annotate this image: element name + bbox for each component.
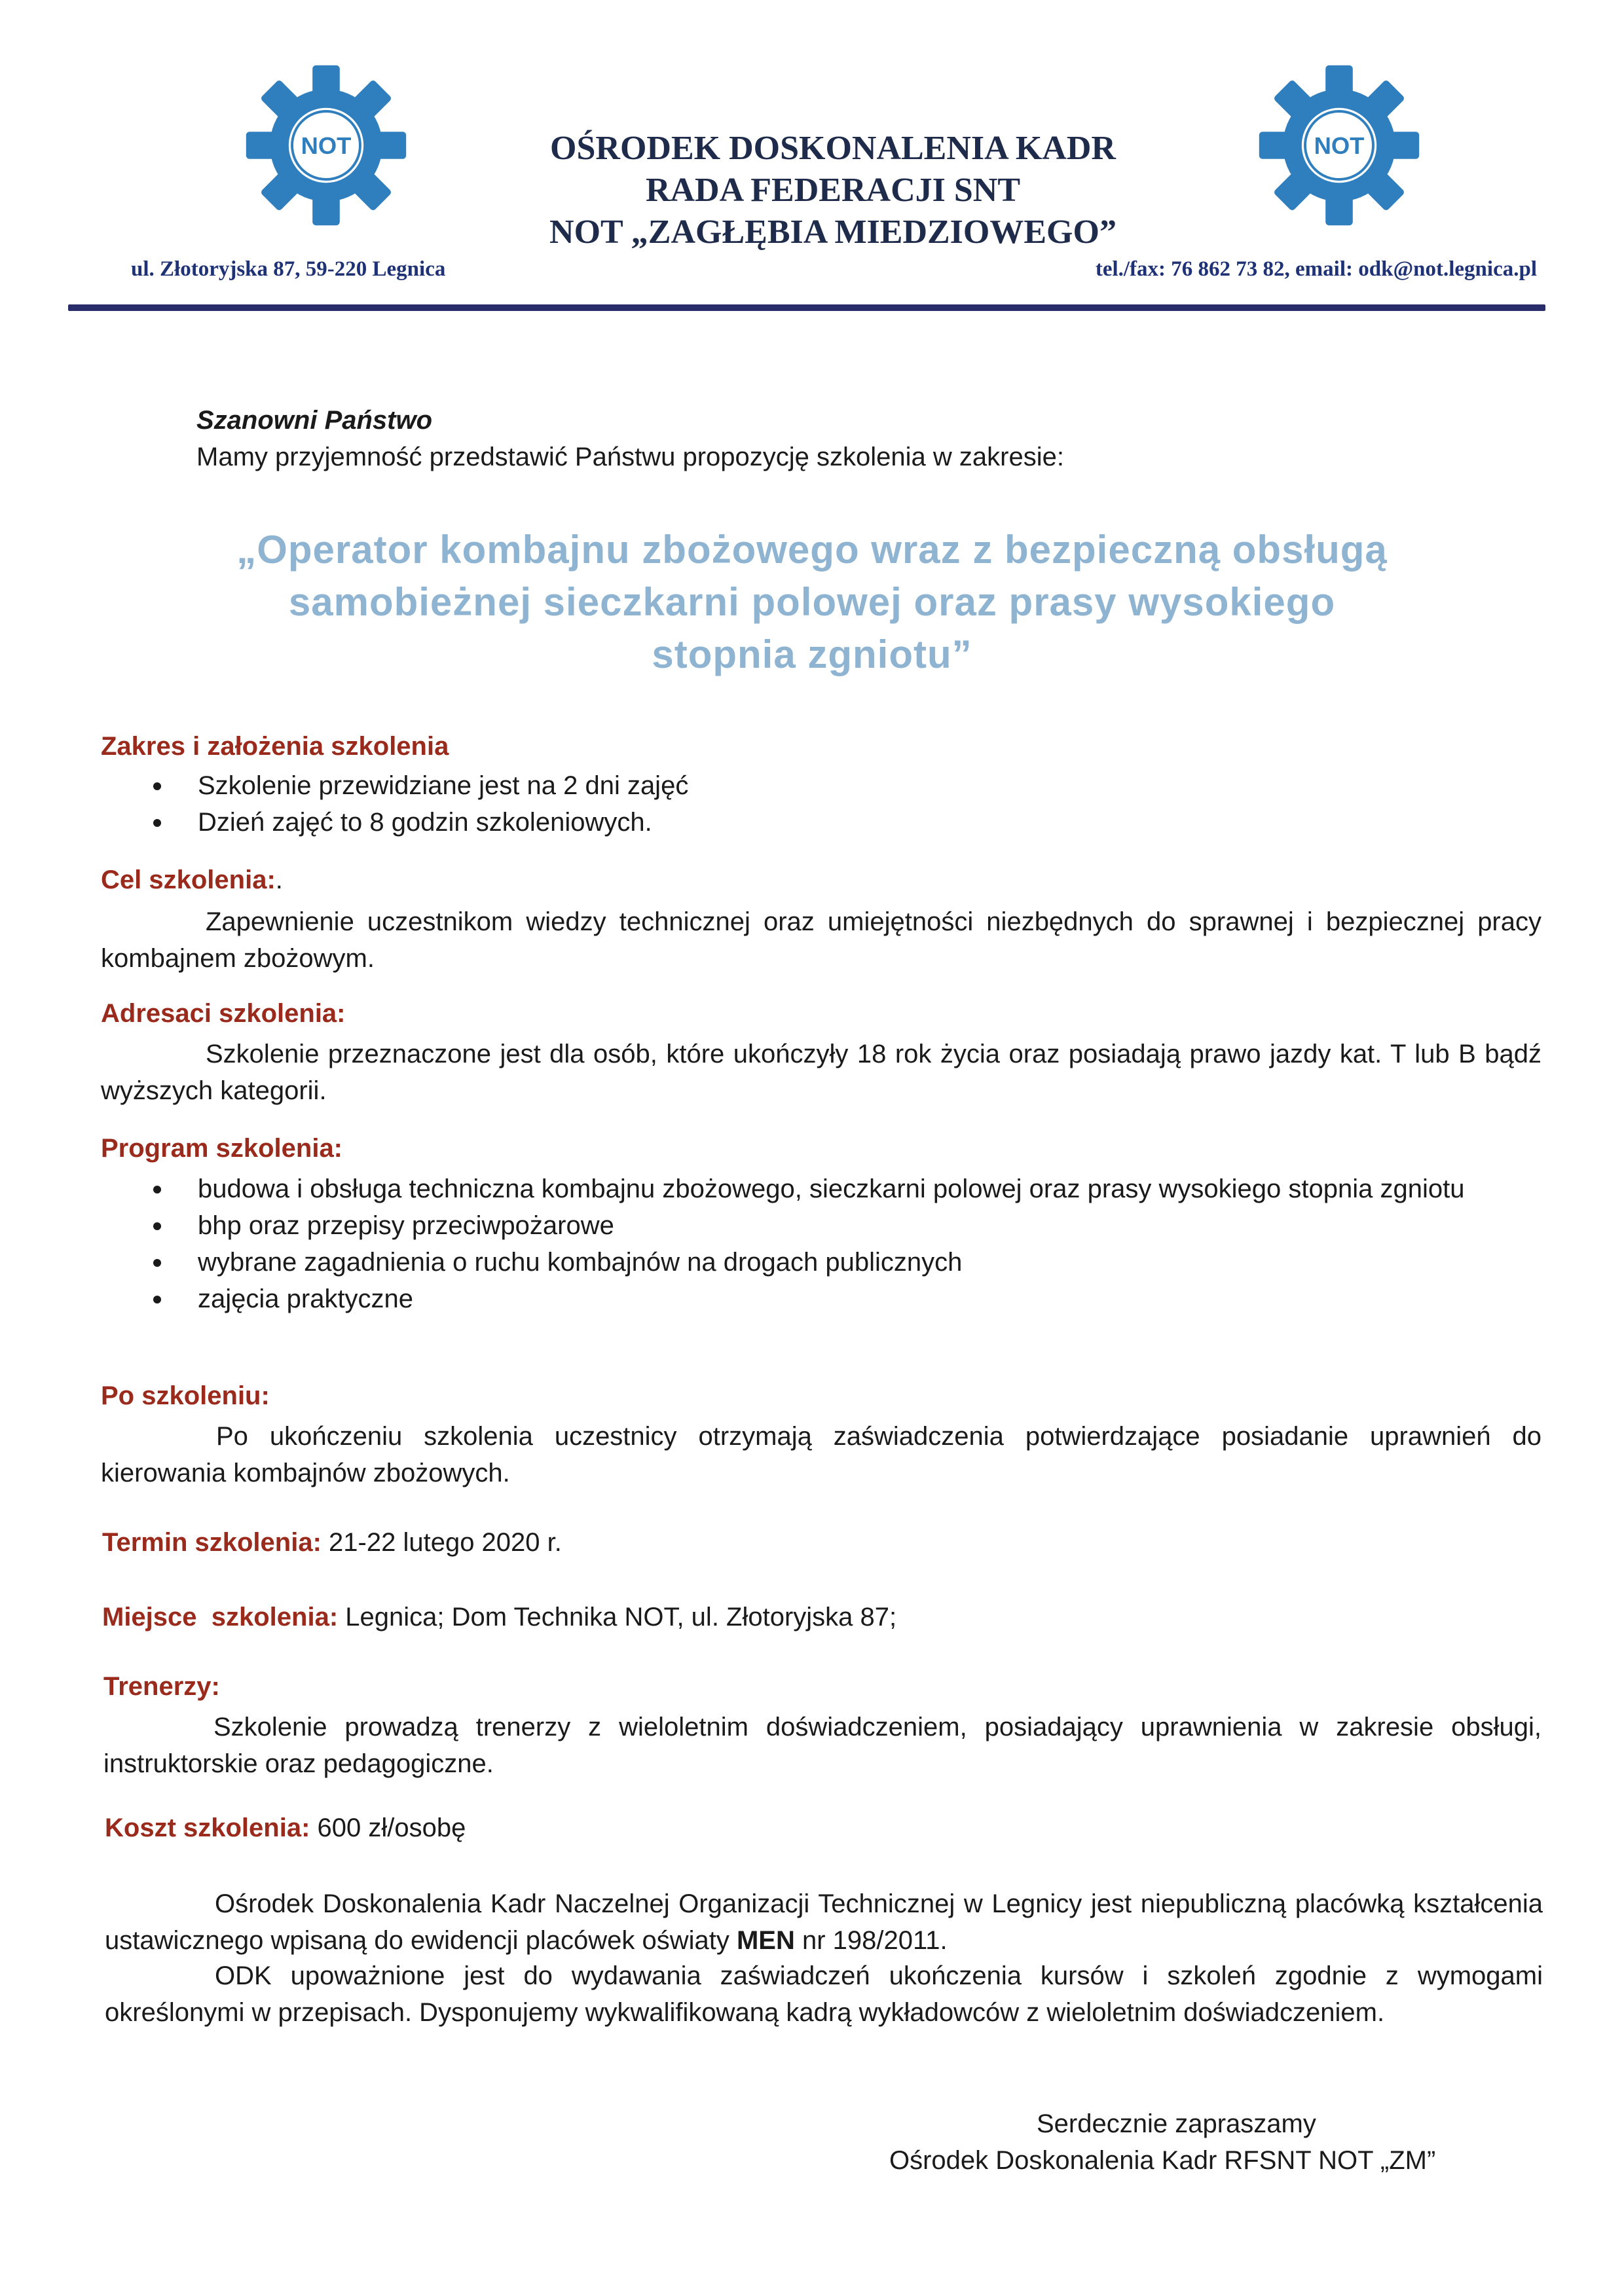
logo-text: NOT [301, 132, 352, 159]
audience-text-body: Szkolenie przeznaczone jest dla osób, które ukończyły 18 rok życia oraz posiadają prawo jazdy kat. T lub B bądź wyższych kategorii. [101, 1040, 1541, 1105]
list-item: zajęcia praktyczne [148, 1281, 1484, 1317]
closing-paragraph-1 [105, 1886, 1543, 1959]
org-title-line: NOT „ZAGŁĘBIA MIEDZIOWEGO” [549, 213, 1116, 251]
cost-value: 600 zł/osobę [317, 1813, 466, 1842]
org-title-line: RADA FEDERACJI SNT [645, 172, 1021, 209]
program-list [148, 1171, 1484, 1317]
section-heading-goal [101, 866, 283, 895]
contact-info: tel./fax: 76 862 73 82, email: odk@not.legnica.pl [1095, 257, 1537, 281]
postal-address: ul. Złotoryjska 87, 59-220 Legnica [131, 257, 446, 281]
organization-title [411, 128, 1255, 253]
list-item: wybrane zagadnienia o ruchu kombajnów na drogach publicznych [148, 1244, 1484, 1281]
location-label: Miejsce szkolenia: [102, 1603, 339, 1631]
closing-p2-text: ODK upoważnione jest do wydawania zaświadczeń ukończenia kursów i szkoleń zgodnie z wymogami określonymi w przepisach. Dysponujemy wykwalifikowaną kadrą wykładowców z wieloletnim doświadczeniem. [105, 1961, 1543, 2027]
trainers-text [103, 1709, 1541, 1782]
list-item: Szkolenie przewidziane jest na 2 dni zajęć [148, 767, 1327, 804]
header-divider [68, 304, 1545, 311]
goal-text [101, 903, 1541, 977]
course-title-line: samobieżnej sieczkarni polowej oraz prasy wysokiego [288, 580, 1336, 624]
after-text-body: Po ukończeniu szkolenia uczestnicy otrzymają zaświadczenia potwierdzające posiadanie uprawnień do kierowania kombajnów zbożowych. [101, 1422, 1541, 1487]
course-title-line: „Operator kombajnu zbożowego wraz z bezpieczną obsługą [236, 528, 1388, 572]
scope-list [148, 767, 1327, 841]
section-heading-scope: Zakres i założenia szkolenia [101, 732, 449, 761]
logo-text: NOT [1314, 132, 1365, 159]
gear-icon [1254, 60, 1424, 230]
gear-icon [241, 60, 411, 230]
section-heading-program: Program szkolenia: [101, 1134, 343, 1163]
not-logo-right [1254, 60, 1424, 230]
closing-p1-text: Ośrodek Doskonalenia Kadr Naczelnej Organizacji Technicznej w Legnicy jest niepubliczną placówką kształcenia ustawicznego wpisaną do ewidencji placówek oświaty [105, 1889, 1543, 1955]
signature-organization: Ośrodek Doskonalenia Kadr RFSNT NOT „ZM” [889, 2146, 1436, 2175]
salutation: Szanowni Państwo [196, 406, 433, 435]
location-row [102, 1603, 896, 1632]
goal-heading-label: Cel szkolenia: [101, 866, 276, 894]
list-item: bhp oraz przepisy przeciwpożarowe [148, 1207, 1484, 1244]
goal-text-body: Zapewnienie uczestnikom wiedzy technicznej oraz umiejętności niezbędnych do sprawnej i bezpiecznej pracy kombajnem zbożowym. [101, 907, 1541, 973]
list-item: Dzień zajęć to 8 godzin szkoleniowych. [148, 804, 1327, 841]
trainers-text-body: Szkolenie prowadzą trenerzy z wieloletnim doświadczeniem, posiadający uprawnienia w zakresie obsługi, instruktorskie oraz pedagogiczne. [103, 1713, 1541, 1778]
date-row [102, 1528, 562, 1558]
cost-row [105, 1813, 466, 1843]
audience-text [101, 1036, 1541, 1109]
after-text [101, 1418, 1541, 1491]
closing-paragraph-2 [105, 1958, 1543, 2031]
section-heading-after: Po szkoleniu: [101, 1381, 270, 1410]
section-heading-audience: Adresaci szkolenia: [101, 999, 346, 1028]
course-title [65, 524, 1559, 681]
not-logo-left [241, 60, 411, 230]
cost-label: Koszt szkolenia: [105, 1813, 310, 1842]
closing-greeting: Serdecznie zapraszamy [1037, 2109, 1316, 2138]
org-title-line: OŚRODEK DOSKONALENIA KADR [550, 130, 1116, 167]
date-value: 21-22 lutego 2020 r. [329, 1528, 562, 1557]
closing-p1-tail: nr 198/2011. [802, 1926, 948, 1955]
location-value: Legnica; Dom Technika NOT, ul. Złotoryjska 87; [345, 1603, 897, 1631]
course-title-line: stopnia zgniotu” [652, 632, 972, 676]
section-heading-trainers: Trenerzy: [103, 1672, 220, 1701]
list-item: budowa i obsługa techniczna kombajnu zbożowego, sieczkarni polowej oraz prasy wysokiego stopnia zgniotu [148, 1171, 1481, 1207]
intro-text: Mamy przyjemność przedstawić Państwu propozycję szkolenia w zakresie: [196, 443, 1064, 471]
stray-dot: . [275, 866, 283, 894]
date-label: Termin szkolenia: [102, 1528, 322, 1557]
men-abbrev: MEN [736, 1926, 795, 1955]
